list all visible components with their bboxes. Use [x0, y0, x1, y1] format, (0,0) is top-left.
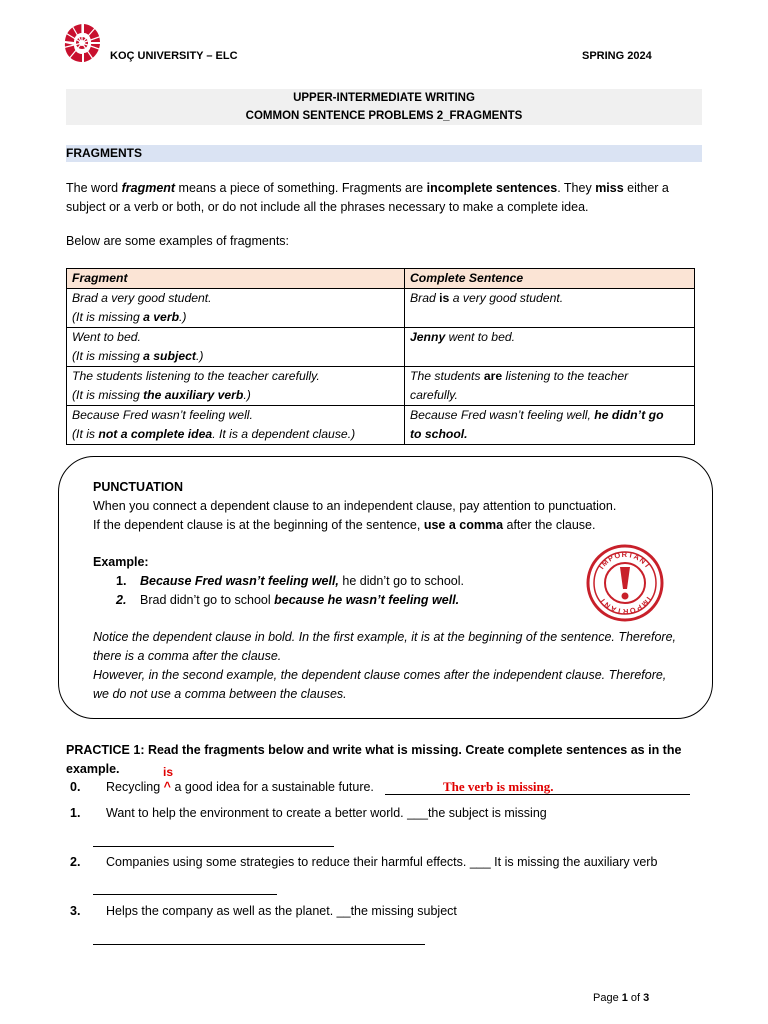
punctuation-keyword: use a comma [423, 518, 504, 532]
complete-text: Brad [410, 291, 440, 305]
note-line-4: we do not use a comma between the clauses. [93, 687, 347, 701]
complete-text-bold: are [483, 369, 503, 383]
complete-text-bold: is [439, 291, 450, 305]
practice-heading-line-1: PRACTICE 1: Read the fragments below and write what is missing. Create complete sentences as in the [66, 743, 682, 757]
item-0-text-b: a good idea for a sustainable future. [170, 780, 374, 794]
fragment-cell [67, 367, 405, 406]
table-row [67, 367, 695, 406]
title-line-1: UPPER-INTERMEDIATE WRITING [293, 92, 475, 104]
fragment-note: .) [243, 388, 251, 402]
page-current: 1 [621, 992, 628, 1004]
fragment-text: Brad a very good student. [72, 291, 212, 305]
note-line-1: Notice the dependent clause in bold. In the first example, it is at the beginning of the sentence. Therefore, [93, 630, 677, 644]
intro-text: . They [557, 181, 596, 195]
answer-line [93, 846, 334, 847]
complete-text-bold: Jenny [410, 330, 446, 344]
complete-text: listening to the teacher [502, 369, 629, 383]
column-header-fragment: Fragment [67, 269, 405, 289]
table-header-row [67, 269, 695, 289]
important-stamp-icon [585, 543, 665, 623]
complete-text: carefully. [410, 388, 458, 402]
practice-heading-line-2: example. [66, 762, 120, 776]
example-2-number: 2. [116, 593, 127, 607]
punctuation-text: If the dependent clause is at the beginning of the sentence, [93, 518, 424, 532]
complete-text: a very good student. [449, 291, 564, 305]
stamp-text-bottom: IMPORTANT [597, 595, 654, 617]
item-0-text [106, 780, 374, 794]
complete-text: went to bed. [445, 330, 516, 344]
intro-keyword-incomplete: incomplete sentences [426, 181, 558, 195]
complete-text-bold: to school. [410, 427, 468, 441]
note-line-3: However, in the second example, the dependent clause comes after the independent clause. Therefore, [93, 668, 667, 682]
complete-cell [405, 367, 695, 406]
item-2-text: Companies using some strategies to reduce their harmful effects. ___ It is missing the auxiliary verb [106, 855, 658, 869]
item-1-number: 1. [70, 806, 81, 820]
example-1-text: he didn’t go to school. [338, 574, 464, 588]
fragment-note: (It is missing [72, 310, 144, 324]
koc-university-logo [62, 22, 102, 64]
example-2 [140, 591, 459, 610]
header-term: SPRING 2024 [582, 50, 652, 62]
punctuation-line-1: When you connect a dependent clause to an independent clause, pay attention to punctuation. [93, 499, 617, 513]
header-institution: KOÇ UNIVERSITY – ELC [110, 50, 238, 62]
intro-keyword-miss: miss [595, 181, 624, 195]
fragment-cell [67, 406, 405, 445]
example-1 [140, 572, 464, 591]
answer-line [93, 944, 425, 945]
correction-insert: is [163, 765, 174, 779]
complete-cell [405, 289, 695, 328]
item-2-number: 2. [70, 855, 81, 869]
fragment-note-bold: not a complete idea [98, 427, 213, 441]
complete-text: Because Fred wasn’t feeling well, [410, 408, 595, 422]
fragment-note-bold: the auxiliary verb [143, 388, 244, 402]
punctuation-text: after the clause. [503, 518, 596, 532]
punctuation-line-2 [93, 516, 595, 535]
example-2-text: Brad didn’t go to school [140, 593, 275, 607]
fragment-text: Went to bed. [72, 330, 141, 344]
fragment-note: .) [195, 349, 204, 363]
section-heading: FRAGMENTS [66, 145, 702, 162]
item-0-answer: The verb is missing. [443, 779, 554, 794]
fragment-note-bold: a subject [143, 349, 196, 363]
punctuation-heading: PUNCTUATION [93, 480, 184, 494]
fragment-text: The students listening to the teacher carefully. [72, 369, 320, 383]
intro-text: subject or a verb or both, or do not include all the phrases necessary to make a complete idea. [66, 200, 589, 214]
fragments-table [66, 268, 695, 445]
fragment-note: (It is missing [72, 349, 144, 363]
fragment-cell [67, 289, 405, 328]
practice-heading [66, 741, 681, 779]
item-0-text-a: Recycling [106, 780, 164, 794]
table-row [67, 328, 695, 367]
complete-text: The students [410, 369, 484, 383]
fragment-text: Because Fred wasn’t feeling well. [72, 408, 253, 422]
page-number [593, 992, 649, 1004]
examples-intro: Below are some examples of fragments: [66, 234, 290, 248]
fragment-cell [67, 328, 405, 367]
stamp-text-top: IMPORTANT [596, 549, 653, 571]
example-label: Example: [93, 555, 149, 569]
intro-text: The word [66, 181, 122, 195]
complete-cell [405, 328, 695, 367]
page-title [66, 89, 702, 125]
page-of: of [627, 992, 644, 1004]
fragment-note: . It is a dependent clause.) [212, 427, 356, 441]
item-3-number: 3. [70, 904, 81, 918]
fragment-note-bold: a verb [143, 310, 180, 324]
fragment-note: (It is [72, 427, 99, 441]
item-0-number: 0. [70, 780, 81, 794]
fragment-note: .) [179, 310, 187, 324]
complete-text-bold: he didn’t go [594, 408, 664, 422]
item-1-text: Want to help the environment to create a better world. ___the subject is missing [106, 806, 547, 820]
table-row [67, 289, 695, 328]
column-header-complete: Complete Sentence [405, 269, 695, 289]
intro-keyword-fragment: fragment [121, 181, 176, 195]
title-line-2: COMMON SENTENCE PROBLEMS 2_FRAGMENTS [245, 110, 523, 122]
page-total: 3 [643, 992, 650, 1004]
note-line-2: there is a comma after the clause. [93, 649, 282, 663]
example-1-bold: Because Fred wasn’t feeling well, [140, 574, 339, 588]
intro-text: either a [623, 181, 669, 195]
caret-mark: ^ [163, 780, 171, 794]
complete-cell [405, 406, 695, 445]
page-label: Page [593, 992, 622, 1004]
item-3-text: Helps the company as well as the planet. __the missing subject [106, 904, 457, 918]
fragment-note: (It is missing [72, 388, 144, 402]
intro-paragraph [66, 179, 706, 217]
example-1-number: 1. [116, 574, 127, 588]
table-row [67, 406, 695, 445]
answer-line [93, 894, 277, 895]
intro-text: means a piece of something. Fragments are [175, 181, 427, 195]
example-2-bold: because he wasn’t feeling well. [274, 593, 460, 607]
